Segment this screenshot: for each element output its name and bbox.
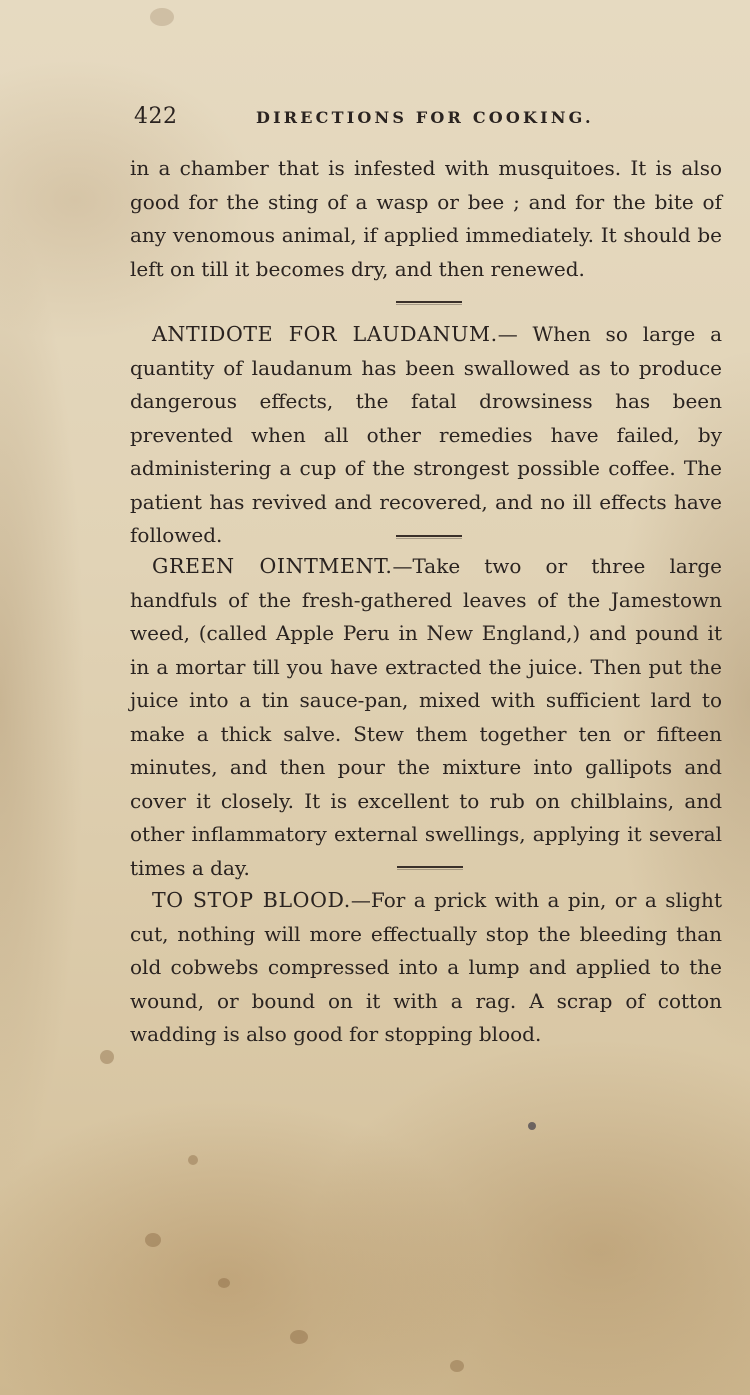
foxing-spot	[188, 1155, 198, 1165]
foxing-spot	[150, 8, 174, 26]
running-head: DIRECTIONS FOR COOKING.	[256, 108, 594, 127]
paragraph-body	[130, 550, 722, 885]
section-divider	[396, 535, 462, 537]
paragraph-body	[130, 152, 722, 286]
page-header	[134, 104, 624, 132]
foxing-spot	[528, 1122, 536, 1130]
foxing-spot	[450, 1360, 464, 1372]
section-heading: ANTIDOTE FOR LAUDANUM.	[152, 322, 498, 346]
section-heading: GREEN OINTMENT.	[152, 554, 393, 578]
page-number: 422	[134, 104, 178, 129]
paragraph-text: —Take two or three large handfuls of the fresh-gathered leaves of the Jamestown weed, (called Apple Peru in New England,) and pound it in a mortar till you have extracted the juice. Then put the juice into a tin sauce-pan, mixed with sufficient lard to make a thick salve. Stew them together ten or fifteen minutes, and then pour the mixture into gallipots and cover it closely. It is excellent to rub on chilblains, and other inflammatory external swellings, applying it several times a day.	[130, 554, 722, 880]
foxing-spot	[290, 1330, 308, 1344]
foxing-spot	[100, 1050, 114, 1064]
section-divider	[397, 866, 463, 868]
paragraph-body	[130, 318, 722, 553]
section-divider	[396, 301, 462, 303]
section-continuation	[130, 152, 722, 286]
paragraph-text: in a chamber that is infested with musquitoes. It is also good for the sting of a wasp or bee ; and for the bite of any venomous animal, if applied immediately. It should be left on till it becomes dry, and then renewed.	[130, 156, 722, 281]
section-heading: TO STOP BLOOD.	[152, 888, 351, 912]
section-green-ointment	[130, 550, 722, 885]
section-to-stop-blood	[130, 884, 722, 1052]
foxing-spot	[145, 1233, 161, 1247]
paragraph-body	[130, 884, 722, 1052]
section-antidote-for-laudanum	[130, 318, 722, 553]
paragraph-text: — When so large a quantity of laudanum has been swallowed as to produce dangerous effects, the fatal drowsiness has been prevented when all other remedies have failed, by administering a cup of the strongest possible coffee. The patient has revived and recovered, and no ill effects have followed.	[130, 322, 722, 547]
paragraph-text: —For a prick with a pin, or a slight cut, nothing will more effectually stop the bleeding than old cobwebs compressed into a lump and applied to the wound, or bound on it with a rag. A scrap of cotton wadding is also good for stopping blood.	[130, 888, 722, 1046]
foxing-spot	[218, 1278, 230, 1288]
